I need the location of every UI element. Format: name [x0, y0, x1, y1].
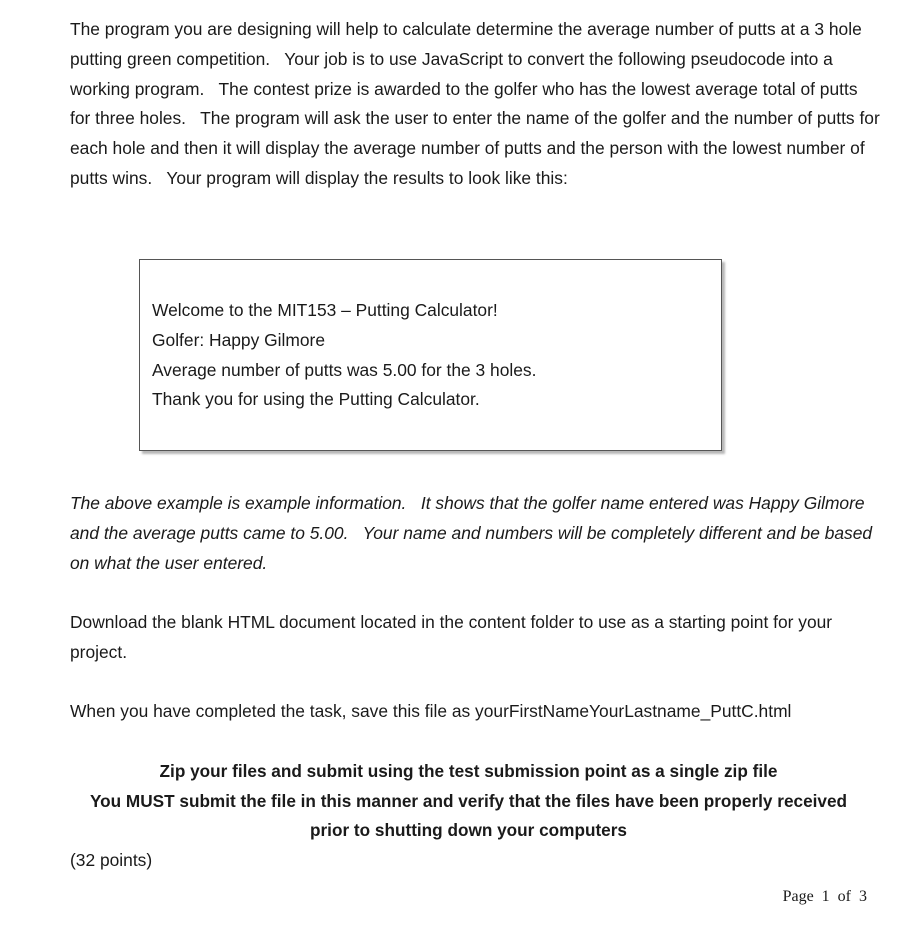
intro-paragraph: The program you are designing will help to calculate determine the average number of putts at a 3 hole putting green competition. Your job is to use JavaScript to convert the following pseudocode into a working program. The contest prize is awarded to the golfer who has the lowest average total of putts for three holes. The program will ask the user to enter the name of the golfer and the number of putts for each hole and then it will display the average number of putts and the person with the lowest number of putts wins. Your program will display the results to look like this: — [70, 19, 885, 188]
submission-line-1: Zip your files and submit using the test submission point as a single zip file — [159, 761, 778, 781]
page-number: Page 1 of 3 — [782, 888, 867, 905]
example-line-thanks: Thank you for using the Putting Calculator. — [152, 389, 480, 410]
submission-line-2: You MUST submit the file in this manner and verify that the files have been properly received — [89, 790, 848, 811]
example-note: The above example is example information. It shows that the golfer name entered was Happy Gilmore and the average putts came to 5.00. Your name and numbers will be completely different and be based on what the user entered. — [70, 493, 877, 573]
example-output-box — [139, 259, 722, 451]
example-output-lines — [152, 296, 536, 415]
example-line-golfer: Golfer: Happy Gilmore — [152, 329, 325, 350]
example-line-average: Average number of putts was 5.00 for the 3 holes. — [152, 359, 537, 380]
submission-line-3: prior to shutting down your computers — [309, 820, 627, 841]
download-instruction: Download the blank HTML document located in the content folder to use as a starting point for your project. — [70, 612, 833, 662]
save-instruction: When you have completed the task, save this file as yourFirstNameYourLastname_PuttC.html — [70, 701, 792, 721]
submission-notice — [60, 757, 877, 846]
points-label: (32 points) — [70, 850, 153, 870]
example-line-welcome: Welcome to the MIT153 – Putting Calculator! — [152, 300, 498, 320]
